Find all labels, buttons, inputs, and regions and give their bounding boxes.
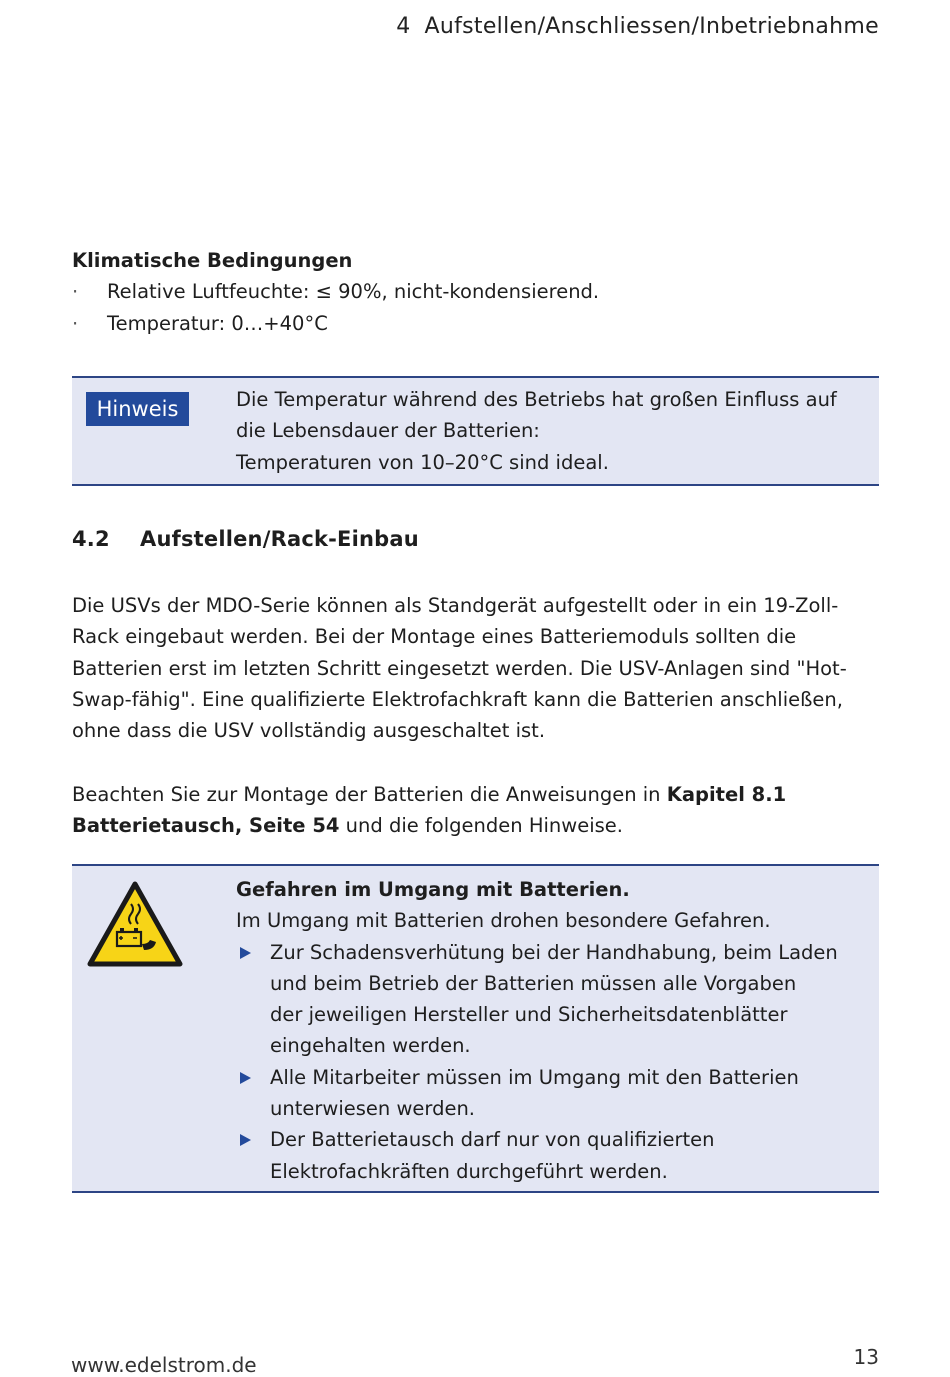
section-title: Aufstellen/Rack-Einbau — [140, 527, 419, 551]
triangle-bullet-icon — [240, 947, 251, 959]
list-item-line: Der Batterietausch darf nur von qualifizierten — [270, 1128, 715, 1152]
warning-list-item — [236, 937, 838, 1062]
paragraph-line — [72, 779, 880, 810]
climate-item-text: Relative Luftfeuchte: ≤ 90%, nicht-kondensierend. — [107, 280, 600, 304]
body-paragraph-1 — [72, 590, 880, 746]
section-number: 4.2 — [72, 527, 110, 551]
climate-item-text: Temperatur: 0…+40°C — [107, 311, 328, 335]
list-item-line: der jeweiligen Hersteller und Sicherheitsdatenblätter — [270, 1003, 788, 1027]
list-item-line: und beim Betrieb der Batterien müssen alle Vorgaben — [270, 971, 797, 995]
triangle-bullet-icon — [240, 1072, 251, 1084]
triangle-bullet-icon — [240, 1134, 251, 1146]
hint-label: Hinweis — [86, 392, 189, 426]
battery-hazard-warning-icon — [86, 880, 184, 968]
paragraph-line: Die USVs der MDO-Serie können als Standgerät aufgestellt oder in ein 19-Zoll- — [72, 594, 839, 617]
chapter-title: Aufstellen/Anschliessen/Inbetriebnahme — [424, 14, 879, 39]
climate-section — [72, 245, 880, 339]
footer-website-link[interactable]: www.edelstrom.de — [71, 1353, 257, 1377]
paragraph-line: Batterien erst im letzten Schritt eingesetzt werden. Die USV-Anlagen sind "Hot- — [72, 656, 847, 680]
hint-box — [72, 376, 879, 486]
warning-intro: Im Umgang mit Batterien drohen besondere Gefahren. — [236, 909, 771, 933]
hint-text — [236, 384, 837, 478]
chapter-reference-link[interactable]: Batterietausch, Seite 54 — [72, 814, 340, 838]
climate-item — [72, 308, 880, 339]
paragraph-text: und die folgenden Hinweise. — [339, 814, 623, 838]
paragraph-line: Swap-fähig". Eine qualifizierte Elektrofachkraft kann die Batterien anschließen, — [72, 687, 843, 711]
paragraph-line — [72, 810, 880, 841]
page-number: 13 — [853, 1345, 879, 1369]
warning-title: Gefahren im Umgang mit Batterien. — [236, 878, 630, 901]
chapter-header — [396, 14, 879, 39]
hint-line: Temperaturen von 10–20°C sind ideal. — [236, 450, 609, 474]
warning-box — [72, 864, 879, 1193]
climate-item — [72, 276, 880, 307]
chapter-reference-link[interactable]: Kapitel 8.1 — [666, 783, 787, 806]
list-item-line: Elektrofachkräften durchgeführt werden. — [270, 1159, 668, 1183]
warning-list-item — [236, 1062, 838, 1125]
warning-text — [236, 874, 838, 1187]
list-item-line: unterwiesen werden. — [270, 1097, 476, 1121]
list-item-line: Zur Schadensverhütung bei der Handhabung, beim Laden — [270, 940, 838, 964]
climate-heading: Klimatische Bedingungen — [72, 249, 353, 272]
bullet-dot: · — [72, 280, 79, 304]
hint-line: die Lebensdauer der Batterien: — [236, 419, 540, 443]
warning-list-item — [236, 1124, 838, 1187]
chapter-number: 4 — [396, 14, 411, 39]
body-paragraph-2 — [72, 779, 880, 842]
paragraph-line: ohne dass die USV vollständig ausgeschaltet ist. — [72, 719, 546, 743]
paragraph-line: Rack eingebaut werden. Bei der Montage eines Batteriemoduls sollten die — [72, 625, 797, 649]
list-item-line: Alle Mitarbeiter müssen im Umgang mit den Batterien — [270, 1065, 799, 1089]
section-heading — [72, 527, 419, 551]
hint-line: Die Temperatur während des Betriebs hat großen Einfluss auf — [236, 388, 837, 411]
bullet-dot: · — [72, 311, 79, 335]
paragraph-text: Beachten Sie zur Montage der Batterien die Anweisungen in — [72, 783, 667, 806]
list-item-line: eingehalten werden. — [270, 1034, 471, 1058]
